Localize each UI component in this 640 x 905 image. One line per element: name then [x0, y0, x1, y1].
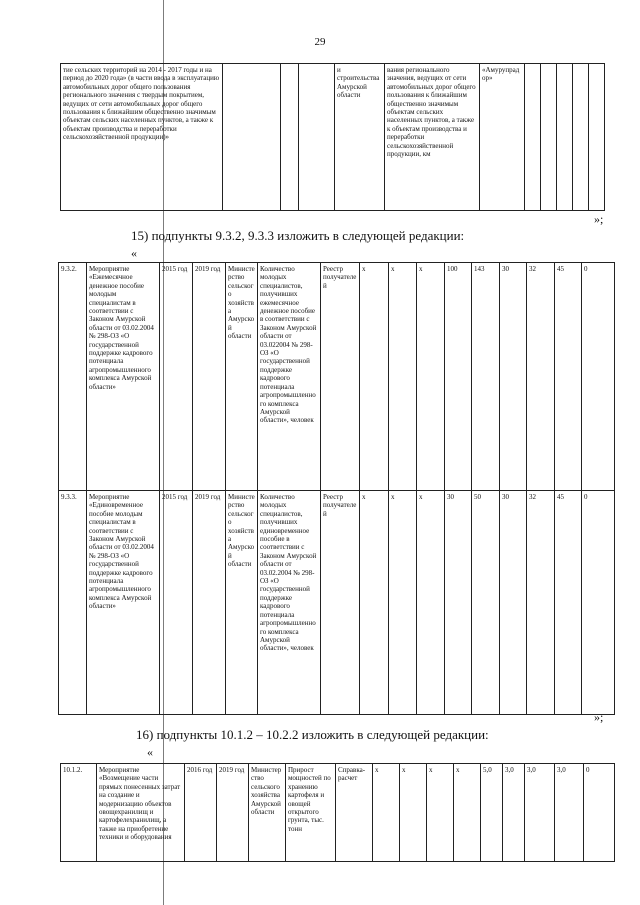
value-cell: 30 [500, 263, 527, 491]
table-row [61, 764, 615, 862]
row-number: 9.3.3. [59, 491, 87, 715]
row-number: 9.3.2. [59, 263, 87, 491]
value-cell: 3,0 [525, 764, 555, 862]
value-cell: x [417, 491, 445, 715]
value-cell: x [400, 764, 427, 862]
executor: Министерство сельского хозяйства Амурской области [249, 764, 286, 862]
executor: Министерство сельского хозяйства Амурской области [226, 263, 258, 491]
value-cell: 3,0 [555, 764, 584, 862]
indicator: Количество молодых специалистов, получивших ежемесячное денежное пособие в соответствии с Законом Амурской области от 03.022004 № 298-ОЗ «О государственной поддержке кадрового потенциала агропромышленного комплекса Амурской области», человек [258, 263, 321, 491]
value-cell: 0 [582, 263, 615, 491]
value-cell: 100 [445, 263, 472, 491]
value-cell: x [389, 491, 417, 715]
value-cell: x [360, 491, 389, 715]
start-year: 2016 год [185, 764, 217, 862]
value-cell: 3,0 [503, 764, 525, 862]
table-row [59, 263, 615, 491]
value-cell: 30 [445, 491, 472, 715]
indicator: Количество молодых специалистов, получивших единовременное пособие в соответствии с Законом Амурской области от 03.02.2004 № 298-ОЗ «О государственной поддержке кадрового потенциала агропромышленного комплекса Амурской области», человек [258, 491, 321, 715]
section-15-heading: 15) подпункты 9.3.2, 9.3.3 изложить в следующей редакции: [131, 228, 465, 243]
closing-quote-top: »; [594, 212, 604, 226]
row-number: 10.1.2. [61, 764, 97, 862]
value-cell: 143 [472, 263, 500, 491]
value-cell: 32 [527, 263, 555, 491]
data-source: Реестр получателей [321, 491, 360, 715]
end-year: 2019 год [217, 764, 249, 862]
end-year: 2019 год [193, 491, 226, 715]
value-cell: x [427, 764, 454, 862]
table-continuation [60, 63, 605, 211]
data-source: Реестр получателей [321, 263, 360, 491]
start-year: 2015 год [160, 491, 193, 715]
cell-executor: и строительства Амурской области [335, 64, 385, 211]
value-cell: x [454, 764, 481, 862]
executor: Министерство сельского хозяйства Амурской области [226, 491, 258, 715]
value-cell: x [360, 263, 389, 491]
cell-source: «Амурупрадор» [480, 64, 525, 211]
table-section-16 [60, 763, 615, 862]
end-year: 2019 год [193, 263, 226, 491]
value-cell: x [417, 263, 445, 491]
value-cell: 32 [527, 491, 555, 715]
data-source: Справка-расчет [336, 764, 373, 862]
measure-name: Мероприятие «Ежемесячное денежное пособие молодым специалистам в соответствии с Законом Амурской области от 03.02.2004 № 298-ОЗ «О государственной поддержке кадрового потенциала агропромышленного комплекса Амурской области» [87, 263, 160, 491]
value-cell: 0 [582, 491, 615, 715]
value-cell: 0 [584, 764, 615, 862]
start-year: 2015 год [160, 263, 193, 491]
value-cell: x [389, 263, 417, 491]
closing-quote-15: »; [594, 710, 604, 724]
value-cell: 45 [555, 263, 582, 491]
cell-measure-name: тие сельских территорий на 2014 - 2017 годы и на период до 2020 года» (в части ввода в эксплуатацию автомобильных дорог общего пользования регионального значения с твердым покрытием, ведущих от сети автомобильных дорог общего пользования к ближайшим общественно значимым объектам сельских населенных пунктов, а также к объектам производства и переработки сельскохозяйственной продукции)» [61, 64, 223, 211]
table-row [59, 491, 615, 715]
section-16-heading: 16) подпункты 10.1.2 – 10.2.2 изложить в следующей редакции: [136, 727, 489, 742]
value-cell: 45 [555, 491, 582, 715]
value-cell: 30 [500, 491, 527, 715]
measure-name: Мероприятие «Единовременное пособие молодым специалистам в соответствии с Законом Амурской области от 03.02.2004 № 298-ОЗ «О государственной поддержке кадрового потенциала агропромышленного комплекса Амурской области» [87, 491, 160, 715]
value-cell: 50 [472, 491, 500, 715]
value-cell: x [373, 764, 400, 862]
page-number: 29 [314, 36, 326, 48]
cell-indicator: вания регионального значения, ведущих от сети автомобильных дорог общего пользования к ближайшим общественно значимым объектам сельских населенных пунктов, а также к объектам производства и переработки сельскохозяйственной продукции, км [385, 64, 480, 211]
value-cell: 5,0 [481, 764, 503, 862]
open-quote-15: « [131, 246, 137, 260]
indicator: Прирост мощностей по хранению картофеля и овощей открытого грунта, тыс. тонн [286, 764, 336, 862]
open-quote-16: « [147, 745, 153, 759]
measure-name: Мероприятие «Возмещение части прямых понесенных затрат на создание и модернизацию объектов овощехранилищ и картофелехранилищ, а также на приобретение техники и оборудования [97, 764, 185, 862]
table-section-15 [58, 262, 615, 715]
